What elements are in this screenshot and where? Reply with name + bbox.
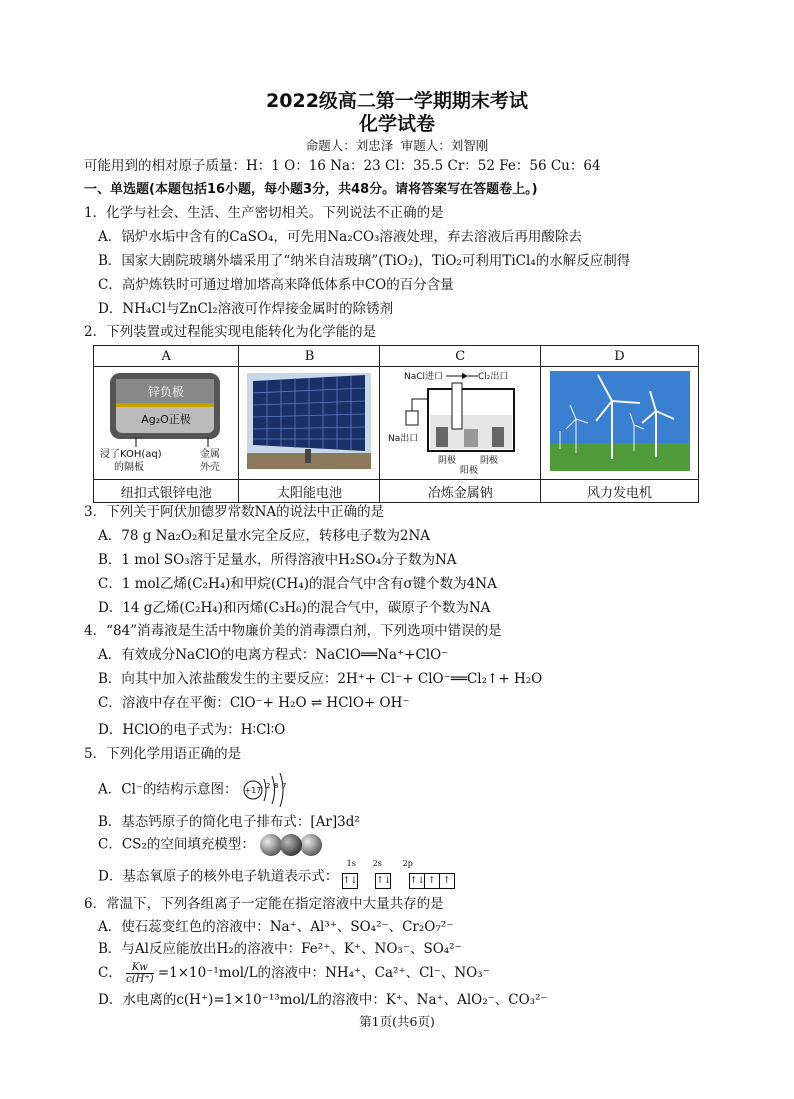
battery-illustration [96,367,236,475]
svg-text:外壳: 外壳 [200,462,221,473]
cs2-space-filling-icon [259,833,323,857]
q2-device-table [93,345,699,503]
orbital-box-2p-3: ↑ [439,873,455,889]
q4-option-d: D．HClO的电子式为：H∶Cl∶O [98,722,286,738]
q3-option-c: C．1 mol乙烯(C₂H₄)和甲烷(CH₄)的混合气中含有σ键个数为4NA [98,576,497,592]
q3-option-a: A．78 g Na₂O₂和足量水完全反应，转移电子数为2NA [98,528,431,544]
cell-anode-label: 阳极 [460,466,479,475]
exam-title: 2022级高二第一学期期末考试 [266,90,528,112]
q2-header-d: D [541,346,699,367]
q1-option-d: D．NH₄Cl与ZnCl₂溶液可作焊接金属时的除锈剂 [98,301,394,317]
q6-option-c-text: =1×10⁻¹mol/L的溶液中：NH₄⁺、Ca²⁺、Cl⁻、NO₃⁻ [157,965,490,981]
sodium-cell-illustration [382,367,538,475]
orbital-box-2s: ↑↓ [375,873,391,889]
cell-cathode-label: 阴极 [438,456,457,466]
orbital-label-2s: 2s [372,859,382,868]
orbital-box-2p-1: ↑↓ [409,873,425,889]
battery-top-label: 锌负极 [148,385,185,399]
q5-option-b: B．基态钙原子的简化电子排布式：[Ar]3d² [98,814,360,830]
q5-option-d-text: D．基态氧原子的核外电子轨道表示式： [98,868,339,885]
q1-option-a: A．锅炉水垢中含有的CaSO₄，可先用Na₂CO₃溶液处理，弃去溶液后再用酸除去 [98,229,582,245]
orbital-box-2p-2: ↑ [424,873,440,889]
section-heading: 一、单选题(本题包括16小题，每小题3分，共48分。请将答案写在答题卷上。) [84,182,538,197]
q2-header-b: B [239,346,380,367]
cell-nacl-label: NaCl进口 [404,372,444,382]
q6-option-d: D．水电离的c(H⁺)=1×10⁻¹³mol/L的溶液中：K⁺、Na⁺、AlO₂⁻、CO₃²⁻ [98,992,548,1008]
q6-stem: 6．常温下，下列各组离子一定能在指定溶液中大量共存的是 [84,896,444,912]
battery-diagram [94,367,239,480]
q1-option-b: B．国家大剧院玻璃外墙采用了“纳米自洁玻璃”(TiO₂)，TiO₂可利用TiCl₄的水解反应制得 [98,253,631,269]
q5-option-c-text: C．CS₂的空间填充模型： [98,836,255,853]
q2-stem: 2．下列装置或过程能实现电能转化为化学能的是 [84,324,377,340]
q4-option-c: C．溶液中存在平衡：ClO⁻+ H₂O ⇌ HClO+ OH⁻ [98,695,410,711]
orbital-diagram [342,859,451,888]
q3-option-b: B．1 mol SO₃溶于足量水，所得溶液中H₂SO₄分子数为NA [98,552,457,568]
struct-shell-2: 8 [273,782,279,790]
battery-left-label: 浸了KOH(aq) [100,449,162,460]
q5-option-a-text: A．Cl⁻的结构示意图： [98,781,238,798]
kw-fraction [126,962,153,985]
q4-stem: 4．“84”消毒液是生活中物廉价美的消毒漂白剂，下列选项中错误的是 [84,623,502,639]
q1-stem: 1．化学与社会、生活、生产密切相关。下列说法不正确的是 [84,205,444,221]
struct-shell-3: 7 [281,782,287,790]
q6-option-c: C． $\frac{Kw}{c(H^+)}$ =1×10⁻¹mol/L的溶液中：NH₄⁺、Ca²⁺、Cl⁻、NO₃⁻ [98,962,490,985]
atomic-masses: 可能用到的相对原子质量：H：1 O：16 Na：23 Cl：35.5 Cr：52 Fe：56 Cu：64 [84,158,601,174]
q5-option-a [98,773,288,807]
q5-option-c [98,833,323,857]
q6-option-b: B．与Al反应能放出H₂的溶液中：Fe²⁺、K⁺、NO₃⁻、SO₄²⁻ [98,941,462,957]
q3-stem: 3．下列关于阿伏加德罗常数NA的说法中正确的是 [84,504,385,520]
struct-nucleus: +17 [244,786,262,795]
q2-caption-b: 太阳能电池 [239,480,380,503]
q6-option-a: A．使石蕊变红色的溶液中：Na⁺、Al³⁺、SO₄²⁻、Cr₂O₇²⁻ [98,919,454,935]
battery-mid-label: Ag₂O正极 [141,413,192,426]
q2-caption-a: 纽扣式银锌电池 [94,480,239,503]
q5-option-d [98,859,451,888]
cell-cathode2-label: 阴极 [480,456,499,466]
q5-stem: 5．下列化学用语正确的是 [84,746,242,762]
kw-numerator: Kw [126,962,153,974]
q2-caption-c: 冶炼金属钠 [380,480,541,503]
battery-right-label: 金属 [200,449,221,460]
orbital-label-2p: 2p [402,859,413,868]
solar-panel-image [247,373,371,469]
q1-option-c: C．高炉炼铁时可通过增加塔高来降低体系中CO的百分含量 [98,277,454,293]
q4-option-b: B．向其中加入浓盐酸发生的主要反应：2H⁺+ Cl⁻+ ClO⁻══Cl₂↑+ H₂O [98,671,543,687]
q3-option-d: D．14 g乙烯(C₂H₄)和丙烯(C₃H₆)的混合气中，碳原子个数为NA [98,600,491,616]
page-footer: 第1页(共6页) [359,1014,435,1029]
wind-turbine-photo [541,367,699,480]
q2-caption-d: 风力发电机 [541,480,699,503]
cell-na-label: Na出口 [388,434,419,444]
solar-panel-photo [239,367,380,480]
q2-header-c: C [380,346,541,367]
orbital-label-1s: 1s [346,859,356,868]
exam-subtitle: 化学试卷 [358,113,435,135]
orbital-box-1s: ↑↓ [342,873,358,889]
q4-option-a: A．有效成分NaClO的电离方程式：NaClO══Na⁺+ClO⁻ [98,647,449,663]
struct-shell-1: 2 [265,782,271,790]
svg-text:的隔板: 的隔板 [114,462,145,473]
wind-turbine-image [550,371,690,471]
q2-header-a: A [94,346,239,367]
kw-denominator: c(H⁺) [126,974,154,985]
cell-cl2-label: Cl₂出口 [478,372,509,382]
electrolysis-diagram [380,367,541,480]
chloride-structure-icon [242,773,288,807]
exam-authors: 命题人：刘忠泽 审题人：刘智刚 [305,138,489,153]
